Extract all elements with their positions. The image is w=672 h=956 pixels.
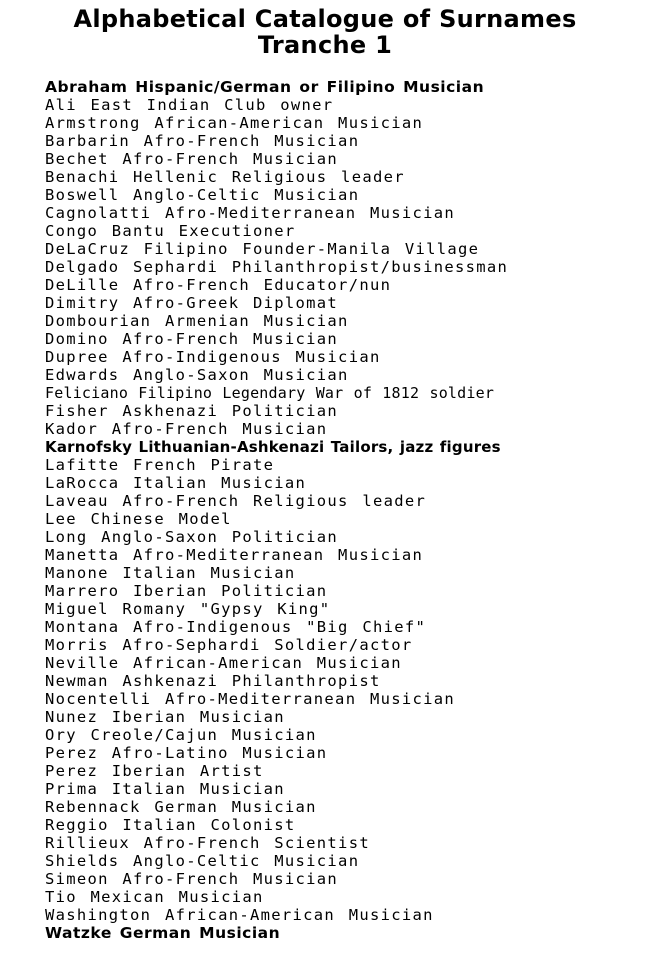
list-item: Barbarin Afro-French Musician <box>45 132 360 150</box>
list-item: Prima Italian Musician <box>45 780 285 798</box>
list-item: DeLille Afro-French Educator/nun <box>45 276 392 294</box>
list-item: Cagnolatti Afro-Mediterranean Musician <box>45 204 456 222</box>
list-item: Perez Iberian Artist <box>45 762 264 780</box>
list-item: Dupree Afro-Indigenous Musician <box>45 348 381 366</box>
list-item: Kador Afro-French Musician <box>45 420 328 438</box>
list-item: Manetta Afro-Mediterranean Musician <box>45 546 424 564</box>
list-item: Simeon Afro-French Musician <box>45 870 339 888</box>
list-item: Newman Ashkenazi Philanthropist <box>45 672 381 690</box>
list-item: Montana Afro-Indigenous "Big Chief" <box>45 618 427 636</box>
list-item: Dombourian Armenian Musician <box>45 312 349 330</box>
page-title: Alphabetical Catalogue of Surnames <box>73 5 577 33</box>
list-item: LaRocca Italian Musician <box>45 474 307 492</box>
list-item: Perez Afro-Latino Musician <box>45 744 328 762</box>
list-item: Tio Mexican Musician <box>45 888 264 906</box>
list-item: DeLaCruz Filipino Founder-Manila Village <box>45 240 480 258</box>
list-item: Ory Creole/Cajun Musician <box>45 726 317 744</box>
list-item: Morris Afro-Sephardi Soldier/actor <box>45 636 413 654</box>
list-item: Armstrong African-American Musician <box>45 114 424 132</box>
list-item: Congo Bantu Executioner <box>45 222 296 240</box>
list-item: Neville African-American Musician <box>45 654 402 672</box>
list-item: Rillieux Afro-French Scientist <box>45 834 370 852</box>
list-item: Marrero Iberian Politician <box>45 582 328 600</box>
list-item: Lafitte French Pirate <box>45 456 275 474</box>
surname-list <box>45 78 665 942</box>
list-item: Shields Anglo-Celtic Musician <box>45 852 360 870</box>
list-item: Dimitry Afro-Greek Diplomat <box>45 294 339 312</box>
page-subtitle: Tranche 1 <box>257 31 393 59</box>
list-item: Lee Chinese Model <box>45 510 232 528</box>
list-item: Delgado Sephardi Philanthropist/businessman <box>45 258 509 276</box>
list-item: Edwards Anglo-Saxon Musician <box>45 366 349 384</box>
list-item: Karnofsky Lithuanian-Ashkenazi Tailors, jazz figures <box>45 438 501 456</box>
list-item: Laveau Afro-French Religious leader <box>45 492 427 510</box>
list-item: Feliciano Filipino Legendary War of 1812 soldier <box>45 384 495 402</box>
list-item: Long Anglo-Saxon Politician <box>45 528 339 546</box>
list-item: Rebennack German Musician <box>45 798 317 816</box>
list-item: Miguel Romany "Gypsy King" <box>45 600 331 618</box>
list-item: Reggio Italian Colonist <box>45 816 296 834</box>
list-item: Bechet Afro-French Musician <box>45 150 339 168</box>
list-item: Nocentelli Afro-Mediterranean Musician <box>45 690 456 708</box>
list-item: Domino Afro-French Musician <box>45 330 339 348</box>
list-item: Ali East Indian Club owner <box>45 96 334 114</box>
list-item: Benachi Hellenic Religious leader <box>45 168 405 186</box>
list-item: Fisher Askhenazi Politician <box>45 402 339 420</box>
list-item: Watzke German Musician <box>45 924 281 942</box>
list-item: Nunez Iberian Musician <box>45 708 285 726</box>
list-item: Boswell Anglo-Celtic Musician <box>45 186 360 204</box>
list-item: Manone Italian Musician <box>45 564 296 582</box>
list-item: Washington African-American Musician <box>45 906 434 924</box>
list-item: Abraham Hispanic/German or Filipino Musician <box>45 78 485 96</box>
